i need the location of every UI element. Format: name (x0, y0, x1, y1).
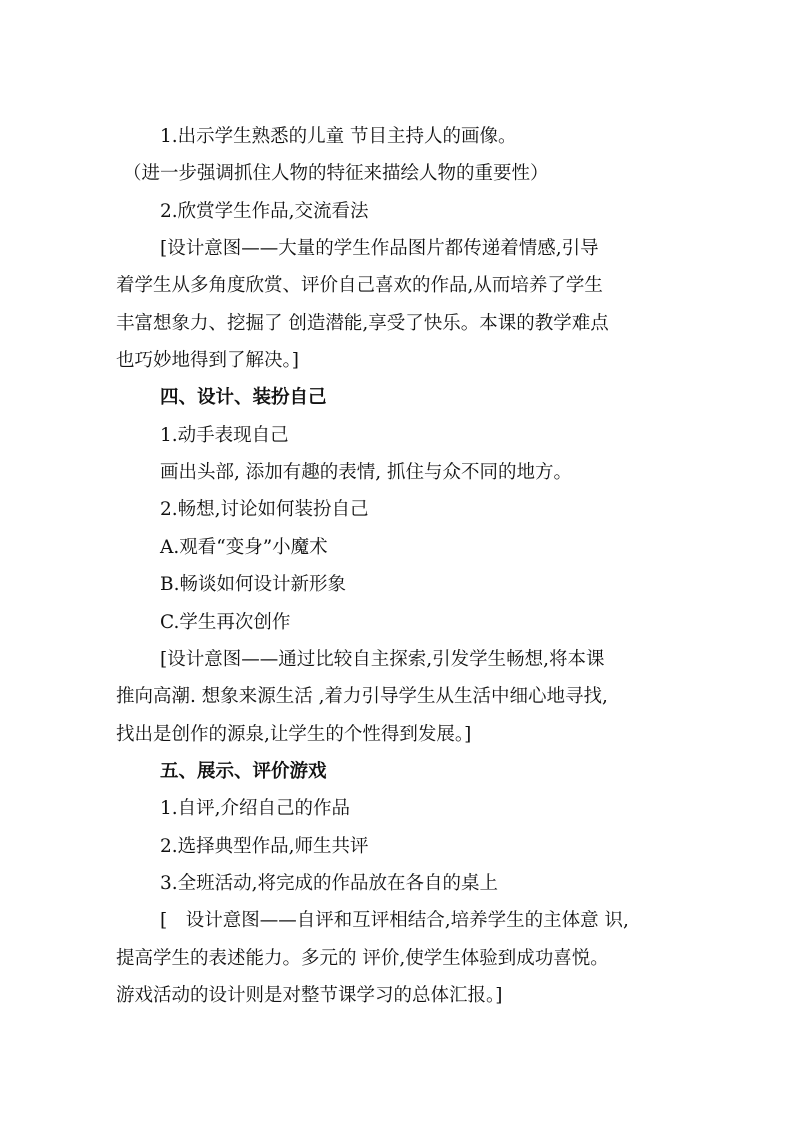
design-intent-1-line-2: 着学生从多角度欣赏、评价自己喜欢的作品,从而培养了学生 (116, 275, 603, 296)
section-5-step-3: 3.全班活动,将完成的作品放在各自的桌上 (160, 873, 499, 894)
design-intent-3-line-1: [ 设计意图——自评和互评相结合,培养学生的主体意 识, (160, 910, 629, 931)
step-1-note: （进一步强调抓住人物的特征来描绘人物的重要性） (123, 163, 549, 184)
design-intent-2-line-2: 推向高潮. 想象来源生活 ,着力引导学生从生活中细心地寻找, (116, 686, 608, 707)
section-5-step-2: 2.选择典型作品,师生共评 (160, 836, 369, 857)
section-4-step-2-c: C.学生再次创作 (160, 612, 291, 633)
section-5-step-1: 1.自评,介绍自己的作品 (160, 798, 351, 819)
section-4-step-2-a: A.观看“变身”小魔术 (160, 537, 328, 558)
section-4-heading: 四、设计、装扮自己 (160, 387, 327, 408)
step-1-show-host-portrait: 1.出示学生熟悉的儿童 节目主持人的画像。 (160, 126, 517, 147)
design-intent-1-line-3: 丰富想象力、挖掘了 创造潜能,享受了快乐。本课的教学难点 (116, 313, 609, 334)
design-intent-3-line-3: 游戏活动的设计则是对整节课学习的总体汇报。] (116, 985, 503, 1006)
section-4-step-2: 2.畅想,讨论如何装扮自己 (160, 499, 369, 520)
step-2-appreciate-works: 2.欣赏学生作品,交流看法 (160, 201, 369, 222)
design-intent-2-line-1: [设计意图——通过比较自主探索,引发学生畅想,将本课 (160, 649, 605, 670)
design-intent-2-line-3: 找出是创作的源泉,让学生的个性得到发展。] (116, 724, 472, 745)
section-4-step-1: 1.动手表现自己 (160, 425, 289, 446)
section-4-step-1-detail: 画出头部, 添加有趣的表情, 抓住与众不同的地方。 (160, 462, 573, 483)
section-4-step-2-b: B.畅谈如何设计新形象 (160, 574, 346, 595)
section-5-heading: 五、展示、评价游戏 (160, 761, 327, 782)
design-intent-3-line-2: 提高学生的表述能力。多元的 评价,使学生体验到成功喜悦。 (116, 948, 609, 969)
design-intent-1-line-4: 也巧妙地得到了解决。] (116, 350, 299, 371)
design-intent-1-line-1: [设计意图——大量的学生作品图片都传递着情感,引导 (160, 238, 599, 259)
